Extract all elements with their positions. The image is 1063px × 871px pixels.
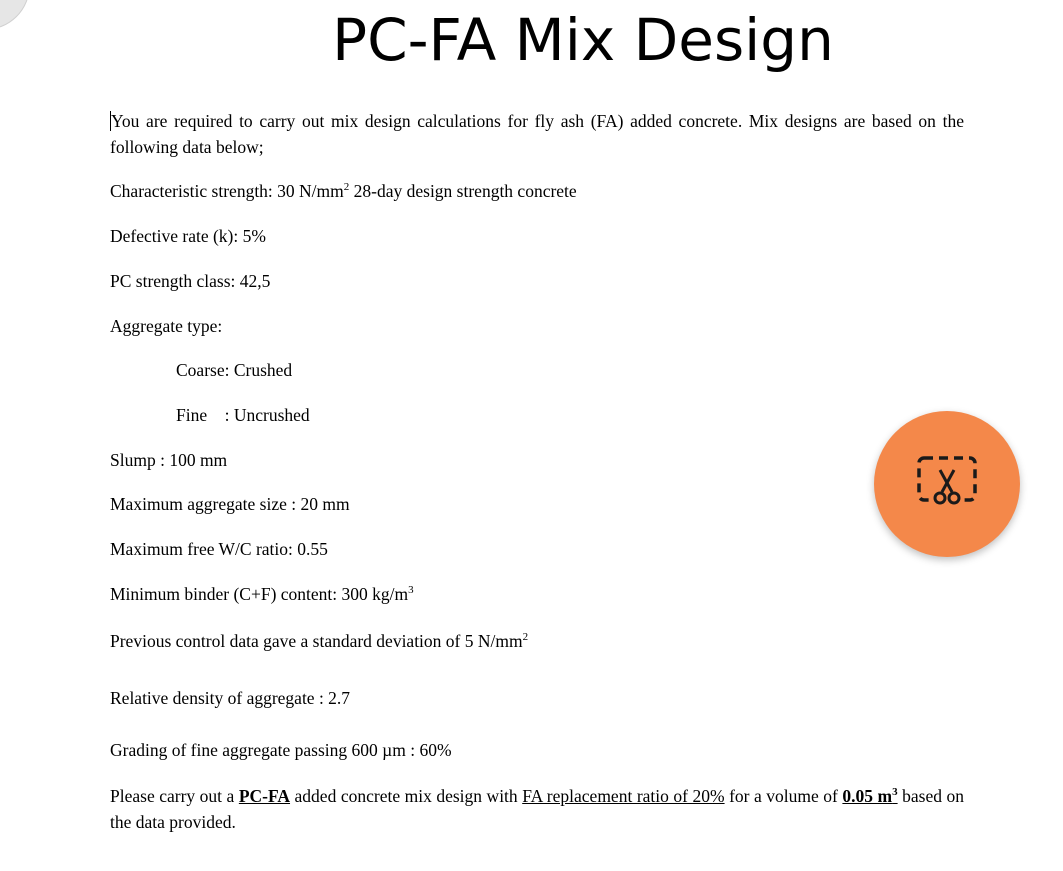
final-volume-superscript: 3	[892, 786, 898, 798]
coarse-line: Coarse: Crushed	[176, 360, 293, 380]
binder-superscript: 3	[408, 584, 414, 596]
slump-line: Slump : 100 mm	[110, 450, 228, 470]
final-volume-text: 0.05 m	[842, 786, 893, 806]
final-text-1: Please carry out a	[110, 786, 239, 806]
final-text-2: added concrete mix design with	[290, 786, 523, 806]
strength-superscript: 2	[343, 181, 350, 193]
strength-text: Characteristic strength: 30 N/mm	[110, 181, 344, 201]
intro-text: You are required to carry out mix design calculations for fly ash (FA) added concrete. Mix designs are based on the following data below;	[110, 111, 964, 157]
std-deviation-line	[110, 628, 528, 654]
strength-line	[110, 178, 577, 204]
intro-paragraph	[110, 108, 964, 160]
final-pcfa: PC-FA	[238, 786, 291, 806]
page-title: PC-FA Mix Design	[332, 6, 834, 74]
grading-line: Grading of fine aggregate passing 600 µm : 60%	[110, 740, 452, 760]
relative-density-line: Relative density of aggregate : 2.7	[110, 688, 351, 708]
wc-ratio-line: Maximum free W/C ratio: 0.55	[110, 539, 328, 559]
binder-line	[110, 581, 414, 607]
defective-rate-line: Defective rate (k): 5%	[110, 226, 266, 246]
pc-class-line: PC strength class: 42,5	[110, 271, 271, 291]
screen-snip-icon	[913, 450, 981, 518]
screen-snip-button[interactable]	[874, 411, 1020, 557]
max-aggregate-line: Maximum aggregate size : 20 mm	[110, 494, 350, 514]
final-instruction-paragraph	[110, 783, 964, 835]
final-volume	[842, 786, 897, 806]
fine-line: Fine : Uncrushed	[176, 405, 310, 425]
std-deviation-text: Previous control data gave a standard deviation of 5 N/mm	[110, 631, 523, 651]
final-ratio: FA replacement ratio of 20%	[522, 786, 725, 806]
binder-text: Minimum binder (C+F) content: 300 kg/m	[110, 584, 409, 604]
aggregate-type-line: Aggregate type:	[110, 316, 223, 336]
final-text-4: based on the data provided.	[110, 786, 964, 832]
strength-text-suffix: 28-day design strength concrete	[349, 181, 577, 201]
std-deviation-superscript: 2	[522, 631, 529, 643]
final-text-3: for a volume of	[724, 786, 843, 806]
